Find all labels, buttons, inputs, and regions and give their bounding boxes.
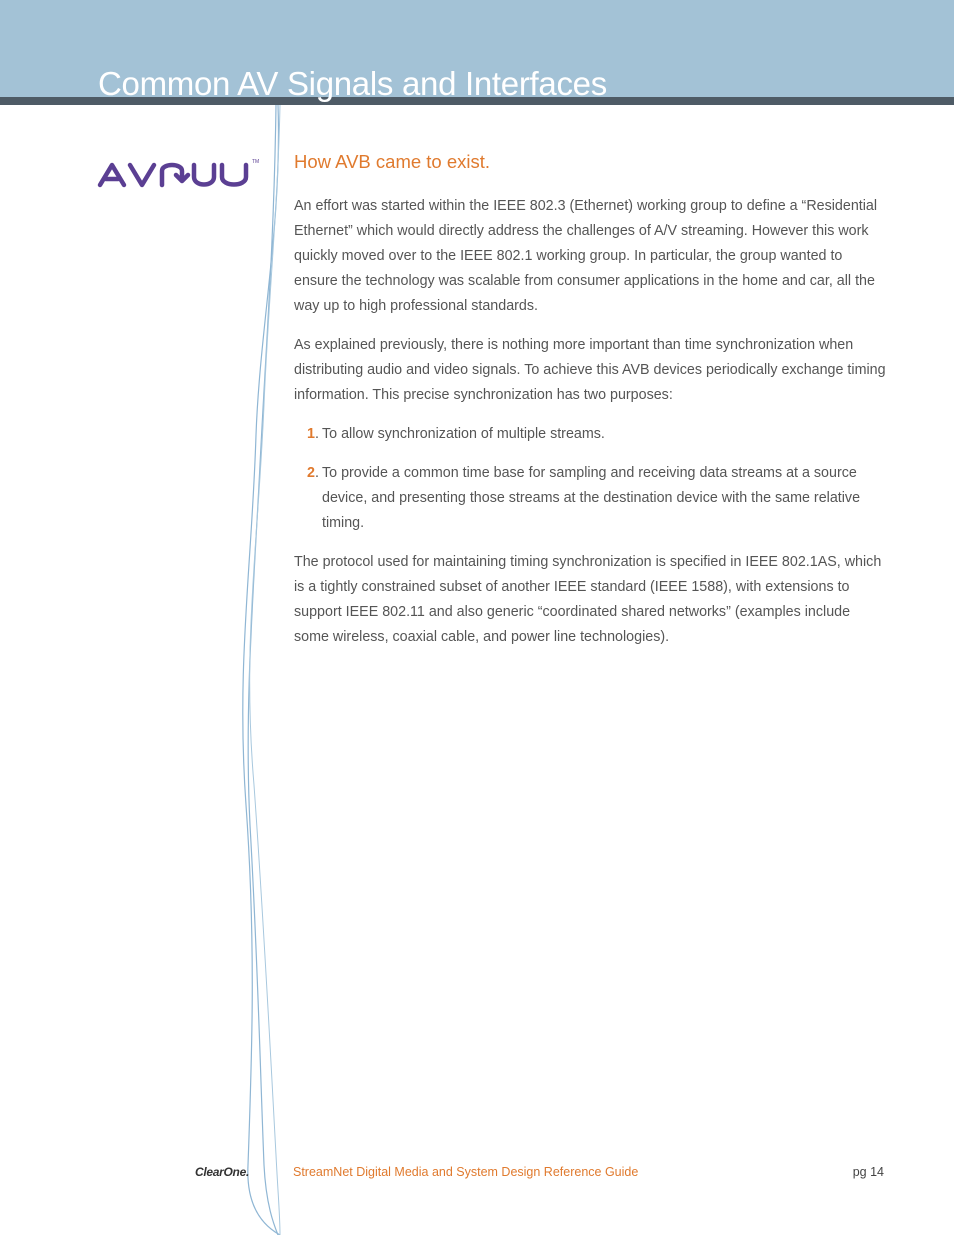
list-number: 2. bbox=[307, 465, 319, 481]
paragraph-1: An effort was started within the IEEE 802.3 (Ethernet) working group to define a “Residential Ethernet” which would directly address the challenges of A/V streaming. However this work quickly moved over to the IEEE 802.1 working group. In particular, the group wanted to ensure the technology was scalable from consumer applications in the home and car, all the way up to high professional standards. bbox=[294, 198, 878, 314]
list-item-text: To provide a common time base for sampling and receiving data streams at a source device, and presenting those streams at the destination device with the same relative timing. bbox=[322, 465, 861, 531]
clearone-logo: ClearOne. bbox=[195, 1165, 249, 1179]
avnu-logo bbox=[96, 155, 262, 199]
paragraph-3: The protocol used for maintaining timing synchronization is specified in IEEE 802.1AS, which is a tightly constrained subset of another IEEE standard (IEEE 1588), with extensions to support IEEE 802.11 and also generic “coordinated shared networks” (examples include some wireless, coaxial cable, and power line technologies). bbox=[294, 554, 882, 645]
numbered-list bbox=[294, 422, 886, 536]
svg-text:TM: TM bbox=[252, 159, 260, 165]
main-content bbox=[294, 148, 886, 664]
page-title: Common AV Signals and Interfaces bbox=[98, 65, 607, 102]
paragraph-2: As explained previously, there is nothing more important than time synchronization when distributing audio and video signals. To achieve this AVB devices periodically exchange timing information. This precise synchronization has two purposes: bbox=[294, 337, 886, 403]
section-heading: How AVB came to exist. bbox=[294, 151, 491, 172]
list-item bbox=[294, 422, 886, 447]
footer-title: StreamNet Digital Media and System Design Reference Guide bbox=[293, 1165, 639, 1179]
page-number: pg 14 bbox=[852, 1165, 884, 1179]
list-number: 1. bbox=[307, 426, 319, 442]
decorative-wave-lines bbox=[230, 105, 300, 1235]
list-item bbox=[294, 461, 886, 536]
list-item-text: To allow synchronization of multiple streams. bbox=[322, 426, 605, 442]
